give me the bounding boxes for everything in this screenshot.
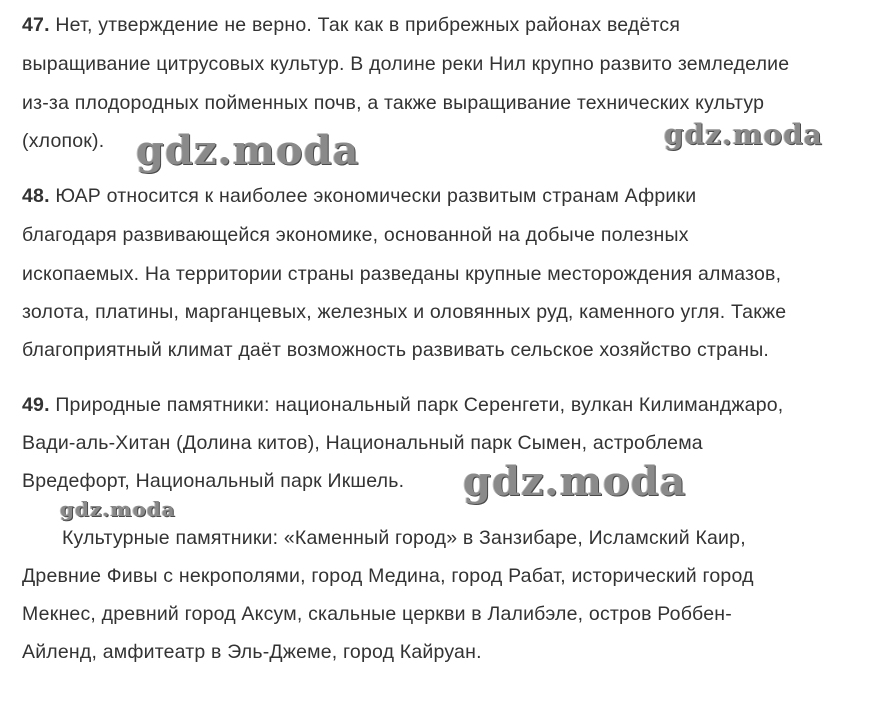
answer-49-line-7: Айленд, амфитеатр в Эль-Джеме, город Кайруан. [22,641,482,663]
answer-48-line-4: золота, платины, марганцевых, железных и оловянных руд, каменного угля. Также [22,301,787,323]
watermark-logo: gdz.moda [463,458,687,505]
watermark-logo: gdz.moda [136,127,360,174]
answer-47-line-3: из-за плодородных пойменных почв, а также выращивание технических культур [22,92,765,114]
answer-47-line-4: (хлопок). [22,130,105,152]
watermark-logo: gdz.moda [664,118,823,151]
answer-48-text: ЮАР относится к наиболее экономически развитым странам Африки [49,185,697,207]
answer-48-line-3: ископаемых. На территории страны разведаны крупные месторождения алмазов, [22,263,782,285]
answer-49-text: Природные памятники: национальный парк Серенгети, вулкан Килиманджаро, [49,394,784,416]
answer-47-line-2: выращивание цитрусовых культур. В долине реки Нил крупно развито земледелие [22,53,790,75]
watermark-logo: gdz.moda [60,497,176,521]
answer-48-line-5: благоприятный климат даёт возможность развивать сельское хозяйство страны. [22,339,770,361]
answer-48-line-1 [22,184,696,208]
answer-47-text: Нет, утверждение не верно. Так как в прибрежных районах ведётся [49,14,681,36]
answer-48-line-2: благодаря развивающейся экономике, основанной на добыче полезных [22,224,689,246]
answer-48-number: 48. [22,185,50,207]
answer-49-line-3: Вредефорт, Национальный парк Икшель. [22,470,405,492]
answer-47-number: 47. [22,14,50,36]
answer-47-line-1 [22,13,680,37]
answer-49-line-2: Вади-аль-Хитан (Долина китов), Национальный парк Сымен, астроблема [22,432,703,454]
answer-49-number: 49. [22,394,50,416]
answer-49-line-4: Культурные памятники: «Каменный город» в Занзибаре, Исламский Каир, [62,527,746,549]
answer-49-line-5: Древние Фивы с некрополями, город Медина, город Рабат, исторический город [22,565,754,587]
answer-49-line-1 [22,393,783,417]
answer-49-line-6: Мекнес, древний город Аксум, скальные церкви в Лалибэле, остров Роббен- [22,603,732,625]
